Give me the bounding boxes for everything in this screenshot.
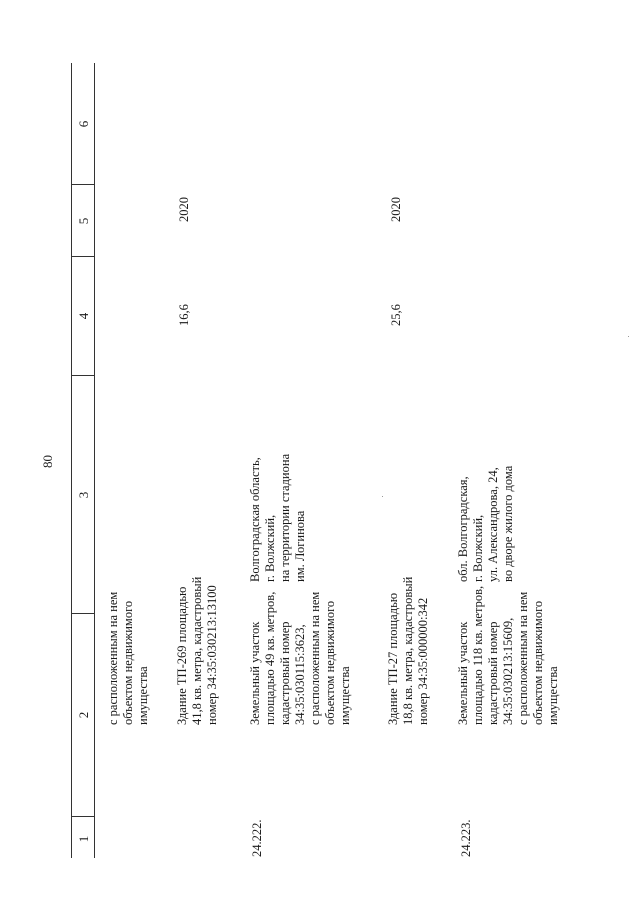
- table-row-3-year: 2020: [389, 197, 403, 222]
- table-row-0-name-line-1: с расположенным на нем: [106, 591, 120, 725]
- table-row-0-name-line-3: имущества: [136, 666, 150, 725]
- header-row-divider: [94, 63, 95, 858]
- table-row-4-address-line-3: ул. Александрова, 24,: [486, 467, 500, 582]
- table-row-2-address-line-3: на территории стадиона: [278, 453, 292, 582]
- table-row-2-address-line-1: Волгоградская область,: [248, 457, 262, 582]
- table-row-0-name-line-2: объектом недвижимого: [121, 600, 135, 725]
- table-row-3-name-line-1: Здание ТП-27 площадью: [386, 592, 400, 725]
- col-sep-5: [71, 184, 94, 185]
- table-row-1-name-line-1: Здание ТП-269 площадью: [175, 586, 189, 725]
- table-row-4-name: [456, 586, 561, 725]
- column-header-6: 6: [76, 120, 91, 128]
- table-row-4-address: [456, 466, 516, 582]
- col-sep-1: [71, 816, 94, 817]
- column-header-4: 4: [76, 312, 91, 320]
- table-row-4-name-line-5: с расположенным на нем: [516, 591, 530, 725]
- table-row-4-address-line-2: г. Волжский,: [471, 514, 485, 582]
- table-row-2-name: [248, 592, 353, 725]
- scan-speck: [628, 336, 629, 337]
- column-header-1: 1: [76, 835, 91, 843]
- col-sep-3: [71, 375, 94, 376]
- table-row-2-name-line-3: кадастровый номер: [278, 621, 292, 725]
- column-header-5: 5: [76, 217, 91, 225]
- table-row-1-name-line-3: номер 34:35:030213:13100: [205, 585, 219, 725]
- table-row-1-name: [175, 577, 220, 725]
- column-header-2: 2: [76, 711, 91, 719]
- table-row-2-name-line-7: имущества: [338, 666, 352, 725]
- table-row-4-name-line-6: объектом недвижимого: [531, 600, 545, 725]
- table-row-1-name-line-2: 41,8 кв. метра, кадастровый: [190, 576, 204, 725]
- table-row-3-name: [386, 577, 431, 725]
- table-row-0-name: [106, 592, 151, 725]
- table-row-3-area: 25,6: [389, 304, 403, 326]
- table-row-4-address-line-1: обл. Волгоградская,: [456, 476, 470, 582]
- table-row-2-name-line-4: 34:35:030115:3623,: [293, 624, 307, 725]
- table-row-2-name-line-5: с расположенным на нем: [308, 591, 322, 725]
- table-row-4-name-line-2: площадью 118 кв. метров,: [471, 585, 485, 725]
- page-number: 80: [40, 455, 55, 468]
- table-row-2-name-line-6: объектом недвижимого: [323, 600, 337, 725]
- table-row-2-name-line-2: площадью 49 кв. метров,: [263, 591, 277, 725]
- table-row-2-address-line-2: г. Волжский,: [263, 514, 277, 582]
- table-row-1-year: 2020: [177, 197, 191, 222]
- table-row-4-name-line-3: кадастровый номер: [486, 621, 500, 725]
- column-header-3: 3: [76, 491, 91, 499]
- table-row-3-name-line-3: номер 34:35:000000:342: [416, 597, 430, 725]
- scan-speck: [382, 496, 383, 497]
- table-row-1-area: 16,6: [177, 304, 191, 326]
- table-row-2-address-line-4: им. Логинова: [293, 510, 307, 582]
- table-row-4-name-line-1: Земельный участок: [456, 621, 470, 725]
- table-row-2-address: [248, 454, 308, 582]
- table-top-border: [71, 63, 72, 858]
- table-row-3-name-line-2: 18,8 кв. метра, кадастровый: [401, 576, 415, 725]
- col-sep-4: [71, 256, 94, 257]
- table-row-4-name-line-7: имущества: [546, 666, 560, 725]
- table-row-4-address-line-4: во дворе жилого дома: [501, 465, 515, 582]
- table-row-4-name-line-4: 34:35:030213:15609,: [501, 617, 515, 725]
- table-row-2-name-line-1: Земельный участок: [248, 621, 262, 725]
- col-sep-2: [71, 613, 94, 614]
- table-row-4-number: 24.223.: [459, 819, 473, 857]
- table-row-2-number: 24.222.: [250, 819, 264, 857]
